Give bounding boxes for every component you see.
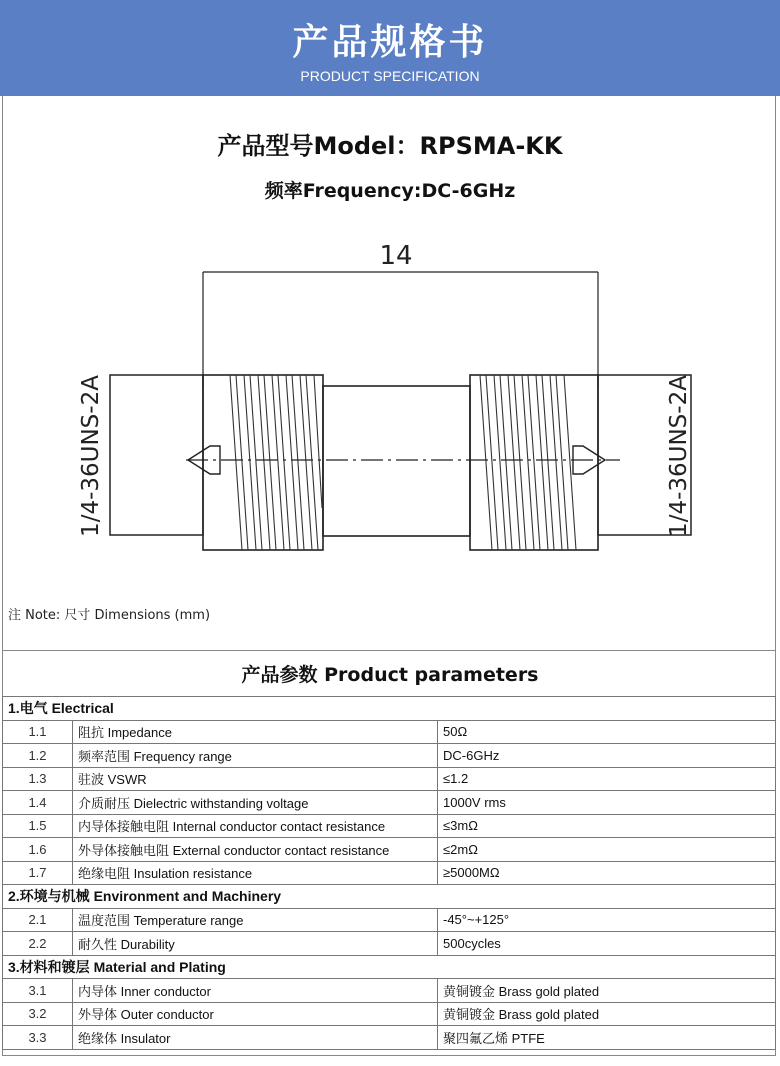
row-name: 内导体接触电阻 Internal conductor contact resistance (73, 814, 438, 838)
section-row (3, 885, 776, 909)
right-thread-lines (480, 375, 576, 550)
row-name: 绝缘电阻 Insulation resistance (73, 861, 438, 885)
connector-drawing (60, 238, 700, 568)
row-name: 温度范围 Temperature range (73, 908, 438, 932)
section-row (3, 697, 776, 721)
table-row (3, 932, 776, 956)
table-row (3, 791, 776, 815)
section-divider (2, 650, 776, 651)
row-value: 50Ω (438, 720, 776, 744)
model-heading: 产品型号Model：RPSMA-KK (217, 132, 563, 160)
row-number: 1.6 (3, 838, 73, 862)
row-number: 1.7 (3, 861, 73, 885)
section-row (3, 955, 776, 979)
left-flange (110, 375, 203, 535)
row-value: 500cycles (438, 932, 776, 956)
table-row (3, 979, 776, 1003)
row-name: 阻抗 Impedance (73, 720, 438, 744)
table-row (3, 1026, 776, 1050)
row-name: 驻波 VSWR (73, 767, 438, 791)
row-name: 绝缘体 Insulator (73, 1026, 438, 1050)
row-name: 频率范围 Frequency range (73, 744, 438, 768)
table-row (3, 861, 776, 885)
table-row (3, 908, 776, 932)
section-title: 3.材料和镀层 Material and Plating (3, 955, 776, 979)
row-number: 2.1 (3, 908, 73, 932)
row-value: 1000V rms (438, 791, 776, 815)
left-thread-body (203, 375, 323, 550)
dimension-label: 14 (379, 241, 413, 271)
right-thread-label: 1/4-36UNS-2A (666, 375, 692, 537)
row-value: ≤3mΩ (438, 814, 776, 838)
row-value: 黄铜镀金 Brass gold plated (438, 1002, 776, 1026)
row-name: 外导体 Outer conductor (73, 1002, 438, 1026)
page-title: 产品规格书 (292, 22, 488, 63)
row-name: 介质耐压 Dielectric withstanding voltage (73, 791, 438, 815)
row-name: 外导体接触电阻 External conductor contact resistance (73, 838, 438, 862)
row-value: ≤2mΩ (438, 838, 776, 862)
table-row (3, 1002, 776, 1026)
row-value: 黄铜镀金 Brass gold plated (438, 979, 776, 1003)
row-value: -45°~+125° (438, 908, 776, 932)
middle-body (323, 386, 470, 536)
row-number: 2.2 (3, 932, 73, 956)
row-number: 1.1 (3, 720, 73, 744)
left-thread-label: 1/4-36UNS-2A (78, 375, 104, 537)
table-row (3, 744, 776, 768)
table-row (3, 720, 776, 744)
row-number: 1.4 (3, 791, 73, 815)
table-row (3, 838, 776, 862)
params-title: 产品参数 Product parameters (241, 664, 539, 686)
row-value: DC-6GHz (438, 744, 776, 768)
row-number: 3.1 (3, 979, 73, 1003)
row-value: 聚四氟乙烯 PTFE (438, 1026, 776, 1050)
row-name: 内导体 Inner conductor (73, 979, 438, 1003)
dimension-note: 注 Note: 尺寸 Dimensions (mm) (8, 608, 211, 623)
row-number: 3.2 (3, 1002, 73, 1026)
table-row (3, 814, 776, 838)
left-thread-lines (230, 375, 322, 550)
row-value: ≥5000MΩ (438, 861, 776, 885)
row-number: 1.3 (3, 767, 73, 791)
row-number: 3.3 (3, 1026, 73, 1050)
page-subtitle: PRODUCT SPECIFICATION (300, 68, 480, 84)
row-number: 1.5 (3, 814, 73, 838)
row-number: 1.2 (3, 744, 73, 768)
params-table (2, 696, 776, 1050)
row-name: 耐久性 Durability (73, 932, 438, 956)
row-value: ≤1.2 (438, 767, 776, 791)
section-title: 2.环境与机械 Environment and Machinery (3, 885, 776, 909)
section-title: 1.电气 Electrical (3, 697, 776, 721)
header-banner (0, 0, 780, 96)
table-row (3, 767, 776, 791)
frequency-heading: 频率Frequency:DC-6GHz (264, 180, 516, 202)
